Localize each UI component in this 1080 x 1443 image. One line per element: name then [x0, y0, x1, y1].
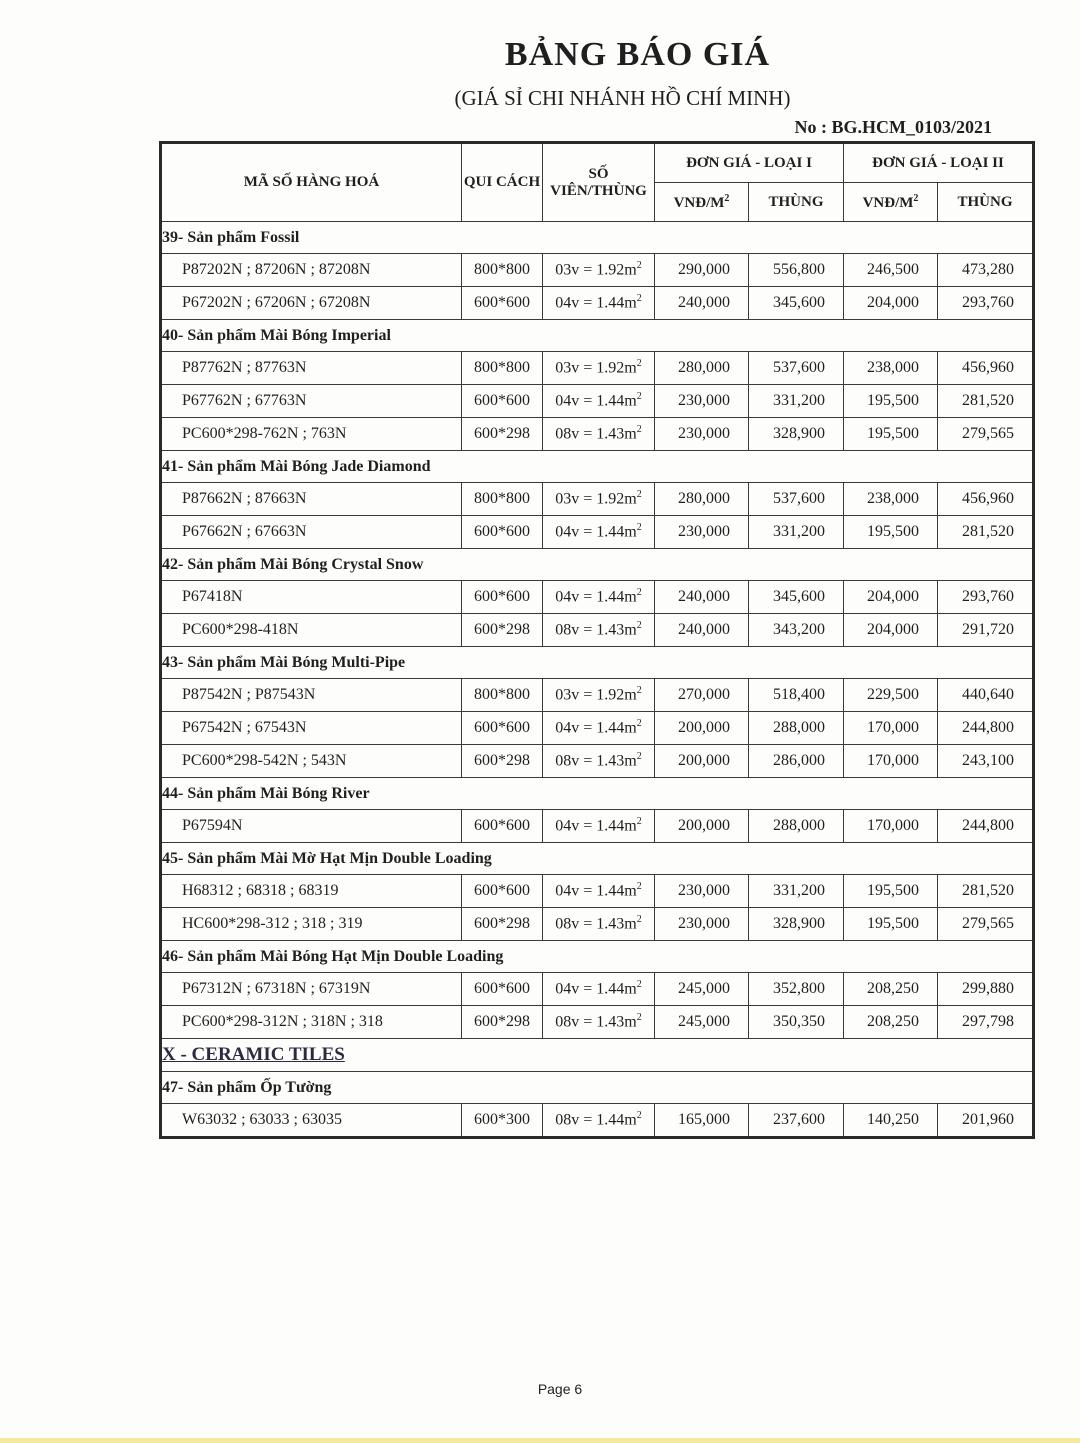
column-header-per-box	[543, 143, 655, 222]
section-title: 41- Sản phẩm Mài Bóng Jade Diamond	[161, 451, 1034, 483]
cell-price-grade2-box: 281,520	[938, 516, 1034, 549]
section-title: 43- Sản phẩm Mài Bóng Multi-Pipe	[161, 647, 1034, 679]
cell-size: 600*600	[462, 516, 543, 549]
price-table	[159, 141, 1035, 1139]
cell-size: 600*298	[462, 745, 543, 778]
cell-size: 800*800	[462, 679, 543, 712]
column-header-per-box-line1: SỐ	[588, 165, 609, 182]
cell-price-grade2-box: 293,760	[938, 581, 1034, 614]
column-header-grade2-m2: VNĐ/$M^2$	[844, 183, 938, 222]
cell-price-grade1-box: 237,600	[749, 1104, 844, 1138]
cell-price-grade2-m2: 195,500	[844, 875, 938, 908]
cell-size: 600*298	[462, 1006, 543, 1039]
section-row	[161, 222, 1034, 254]
table-row	[161, 418, 1034, 451]
cell-price-grade2-box: 291,720	[938, 614, 1034, 647]
cell-pack: $03v = 1.92m^2$	[543, 483, 655, 516]
document-number: No : BG.HCM_0103/2021	[794, 117, 992, 137]
cell-price-grade2-m2: 195,500	[844, 385, 938, 418]
column-header-grade2-box: THÙNG	[938, 183, 1034, 222]
cell-price-grade1-box: 556,800	[749, 254, 844, 287]
cell-price-grade1-box: 331,200	[749, 385, 844, 418]
cell-price-grade2-m2: 229,500	[844, 679, 938, 712]
table-row	[161, 908, 1034, 941]
section-title: 40- Sản phẩm Mài Bóng Imperial	[161, 320, 1034, 352]
cell-price-grade1-m2: 245,000	[655, 973, 749, 1006]
cell-price-grade2-box: 456,960	[938, 483, 1034, 516]
cell-size: 600*298	[462, 614, 543, 647]
table-row	[161, 679, 1034, 712]
cell-price-grade1-m2: 165,000	[655, 1104, 749, 1138]
cell-size: 800*800	[462, 483, 543, 516]
cell-price-grade1-m2: 230,000	[655, 908, 749, 941]
cell-price-grade2-box: 244,800	[938, 810, 1034, 843]
cell-pack: $04v = 1.44m^2$	[543, 581, 655, 614]
cell-code: PC600*298-312N ; 318N ; 318	[161, 1006, 462, 1039]
category-title: X - CERAMIC TILES	[161, 1039, 1034, 1072]
table-row	[161, 254, 1034, 287]
cell-price-grade1-m2: 230,000	[655, 516, 749, 549]
cell-code: P87542N ; P87543N	[161, 679, 462, 712]
cell-price-grade1-box: 518,400	[749, 679, 844, 712]
cell-size: 600*600	[462, 712, 543, 745]
cell-code: P87762N ; 87763N	[161, 352, 462, 385]
document-subtitle: (GIÁ SỈ CHI NHÁNH HỒ CHÍ MINH)	[454, 86, 791, 110]
cell-price-grade2-box: 244,800	[938, 712, 1034, 745]
cell-price-grade1-box: 331,200	[749, 875, 844, 908]
cell-price-grade2-box: 456,960	[938, 352, 1034, 385]
table-row	[161, 614, 1034, 647]
cell-price-grade1-m2: 280,000	[655, 352, 749, 385]
table-row	[161, 1006, 1034, 1039]
cell-size: 600*600	[462, 385, 543, 418]
table-header-row	[161, 143, 1034, 183]
cell-price-grade2-m2: 238,000	[844, 483, 938, 516]
cell-price-grade1-m2: 200,000	[655, 745, 749, 778]
section-title: 44- Sản phẩm Mài Bóng River	[161, 778, 1034, 810]
cell-price-grade1-m2: 280,000	[655, 483, 749, 516]
cell-pack: $03v = 1.92m^2$	[543, 679, 655, 712]
cell-size: 600*298	[462, 908, 543, 941]
cell-pack: $08v = 1.43m^2$	[543, 1006, 655, 1039]
section-row	[161, 320, 1034, 352]
document-title: BẢNG BÁO GIÁ	[504, 36, 771, 73]
cell-pack: $04v = 1.44m^2$	[543, 385, 655, 418]
cell-pack: $08v = 1.44m^2$	[543, 1104, 655, 1138]
table-row	[161, 352, 1034, 385]
cell-price-grade2-m2: 170,000	[844, 745, 938, 778]
cell-price-grade1-box: 537,600	[749, 352, 844, 385]
cell-price-grade2-box: 279,565	[938, 418, 1034, 451]
cell-code: P67312N ; 67318N ; 67319N	[161, 973, 462, 1006]
section-row	[161, 778, 1034, 810]
section-row	[161, 451, 1034, 483]
cell-price-grade1-box: 328,900	[749, 418, 844, 451]
cell-code: P67542N ; 67543N	[161, 712, 462, 745]
table-row	[161, 745, 1034, 778]
cell-price-grade2-m2: 204,000	[844, 287, 938, 320]
cell-price-grade1-m2: 200,000	[655, 712, 749, 745]
column-header-size: QUI CÁCH	[462, 143, 543, 222]
cell-code: PC600*298-418N	[161, 614, 462, 647]
column-header-grade1-m2: VNĐ/$M^2$	[655, 183, 749, 222]
section-row	[161, 549, 1034, 581]
cell-price-grade2-box: 473,280	[938, 254, 1034, 287]
section-title: 45- Sản phẩm Mài Mờ Hạt Mịn Double Loading	[161, 843, 1034, 875]
cell-price-grade1-box: 288,000	[749, 810, 844, 843]
section-row	[161, 941, 1034, 973]
table-row	[161, 712, 1034, 745]
column-header-grade2: ĐƠN GIÁ - LOẠI II	[844, 143, 1034, 183]
cell-price-grade2-m2: 195,500	[844, 516, 938, 549]
cell-price-grade2-box: 440,640	[938, 679, 1034, 712]
cell-price-grade2-m2: 246,500	[844, 254, 938, 287]
cell-price-grade1-box: 331,200	[749, 516, 844, 549]
cell-price-grade1-m2: 200,000	[655, 810, 749, 843]
cell-size: 600*600	[462, 875, 543, 908]
cell-price-grade1-box: 286,000	[749, 745, 844, 778]
section-title: 47- Sản phẩm Ốp Tường	[161, 1072, 1034, 1104]
cell-price-grade1-box: 345,600	[749, 581, 844, 614]
page-number: Page 6	[537, 1381, 583, 1397]
cell-price-grade1-box: 345,600	[749, 287, 844, 320]
cell-size: 800*800	[462, 254, 543, 287]
cell-pack: $08v = 1.43m^2$	[543, 908, 655, 941]
cell-price-grade2-m2: 204,000	[844, 614, 938, 647]
cell-code: P67202N ; 67206N ; 67208N	[161, 287, 462, 320]
category-row	[161, 1039, 1034, 1072]
cell-size: 600*600	[462, 810, 543, 843]
table-row	[161, 483, 1034, 516]
cell-pack: $04v = 1.44m^2$	[543, 973, 655, 1006]
cell-price-grade2-m2: 204,000	[844, 581, 938, 614]
cell-price-grade2-box: 243,100	[938, 745, 1034, 778]
cell-code: H68312 ; 68318 ; 68319	[161, 875, 462, 908]
cell-price-grade2-m2: 170,000	[844, 712, 938, 745]
cell-pack: $08v = 1.43m^2$	[543, 745, 655, 778]
cell-price-grade1-m2: 230,000	[655, 875, 749, 908]
cell-code: PC600*298-762N ; 763N	[161, 418, 462, 451]
cell-size: 600*600	[462, 973, 543, 1006]
section-row	[161, 843, 1034, 875]
section-row	[161, 1072, 1034, 1104]
table-row	[161, 385, 1034, 418]
cell-code: HC600*298-312 ; 318 ; 319	[161, 908, 462, 941]
cell-price-grade1-m2: 230,000	[655, 385, 749, 418]
cell-price-grade1-box: 537,600	[749, 483, 844, 516]
table-row	[161, 581, 1034, 614]
cell-price-grade2-box: 201,960	[938, 1104, 1034, 1138]
cell-price-grade2-m2: 140,250	[844, 1104, 938, 1138]
cell-size: 600*600	[462, 287, 543, 320]
cell-price-grade2-box: 293,760	[938, 287, 1034, 320]
cell-price-grade2-m2: 170,000	[844, 810, 938, 843]
cell-price-grade2-m2: 208,250	[844, 1006, 938, 1039]
cell-price-grade1-box: 343,200	[749, 614, 844, 647]
cell-price-grade2-m2: 195,500	[844, 418, 938, 451]
cell-price-grade1-m2: 270,000	[655, 679, 749, 712]
cell-price-grade2-box: 281,520	[938, 875, 1034, 908]
cell-price-grade1-m2: 290,000	[655, 254, 749, 287]
cell-pack: $03v = 1.92m^2$	[543, 352, 655, 385]
cell-code: P87662N ; 87663N	[161, 483, 462, 516]
table-row	[161, 875, 1034, 908]
cell-code: W63032 ; 63033 ; 63035	[161, 1104, 462, 1138]
table-row	[161, 1104, 1034, 1138]
cell-price-grade2-box: 297,798	[938, 1006, 1034, 1039]
column-header-grade1-box: THÙNG	[749, 183, 844, 222]
cell-pack: $08v = 1.43m^2$	[543, 418, 655, 451]
cell-pack: $08v = 1.43m^2$	[543, 614, 655, 647]
cell-price-grade1-box: 350,350	[749, 1006, 844, 1039]
cell-price-grade2-m2: 208,250	[844, 973, 938, 1006]
cell-pack: $04v = 1.44m^2$	[543, 712, 655, 745]
cell-price-grade2-m2: 195,500	[844, 908, 938, 941]
cell-code: P67594N	[161, 810, 462, 843]
cell-price-grade2-box: 299,880	[938, 973, 1034, 1006]
cell-pack: $03v = 1.92m^2$	[543, 254, 655, 287]
cell-pack: $04v = 1.44m^2$	[543, 516, 655, 549]
cell-price-grade2-m2: 238,000	[844, 352, 938, 385]
cell-price-grade1-m2: 240,000	[655, 581, 749, 614]
table-row	[161, 973, 1034, 1006]
cell-price-grade2-box: 281,520	[938, 385, 1034, 418]
table-row	[161, 287, 1034, 320]
cell-code: P67662N ; 67663N	[161, 516, 462, 549]
cell-price-grade1-m2: 240,000	[655, 287, 749, 320]
cell-price-grade1-m2: 245,000	[655, 1006, 749, 1039]
column-header-per-box-line2: VIÊN/THÙNG	[550, 182, 647, 199]
section-row	[161, 647, 1034, 679]
scan-edge	[0, 1438, 1080, 1443]
table-row	[161, 516, 1034, 549]
table-row	[161, 810, 1034, 843]
cell-size: 800*800	[462, 352, 543, 385]
cell-code: P87202N ; 87206N ; 87208N	[161, 254, 462, 287]
cell-size: 600*300	[462, 1104, 543, 1138]
cell-price-grade1-m2: 240,000	[655, 614, 749, 647]
cell-code: P67762N ; 67763N	[161, 385, 462, 418]
cell-size: 600*298	[462, 418, 543, 451]
cell-price-grade1-m2: 230,000	[655, 418, 749, 451]
cell-size: 600*600	[462, 581, 543, 614]
column-header-grade1: ĐƠN GIÁ - LOẠI I	[655, 143, 844, 183]
cell-pack: $04v = 1.44m^2$	[543, 875, 655, 908]
cell-price-grade1-box: 352,800	[749, 973, 844, 1006]
cell-price-grade1-box: 288,000	[749, 712, 844, 745]
cell-price-grade1-box: 328,900	[749, 908, 844, 941]
cell-pack: $04v = 1.44m^2$	[543, 287, 655, 320]
column-header-code: MÃ SỐ HÀNG HOÁ	[161, 143, 462, 222]
section-title: 46- Sản phẩm Mài Bóng Hạt Mịn Double Loading	[161, 941, 1034, 973]
cell-code: P67418N	[161, 581, 462, 614]
section-title: 39- Sản phẩm Fossil	[161, 222, 1034, 254]
section-title: 42- Sản phẩm Mài Bóng Crystal Snow	[161, 549, 1034, 581]
cell-pack: $04v = 1.44m^2$	[543, 810, 655, 843]
cell-price-grade2-box: 279,565	[938, 908, 1034, 941]
cell-code: PC600*298-542N ; 543N	[161, 745, 462, 778]
